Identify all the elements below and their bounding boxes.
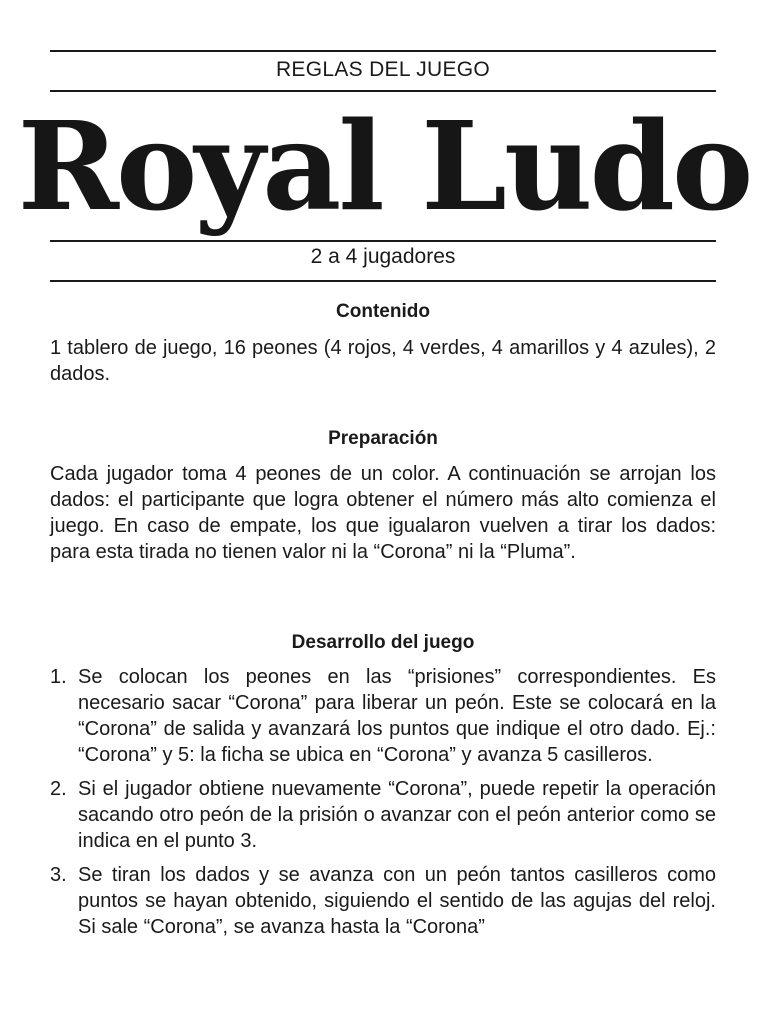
title-rule [50,240,716,242]
rule-step [50,776,716,854]
rule-step-number: 1. [50,666,67,688]
section-body-contenido: 1 tablero de juego, 16 peones (4 rojos, 4 verdes, 4 amarillos y 4 azules), 2 dados. [50,337,716,385]
rule-step-number: 2. [50,778,67,800]
rule-step-text: Si el jugador obtiene nuevamente “Corona”, puede repetir la operación sacando otro peón de la prisión o avanzar con el peón anterior como se indica en el punto 3. [78,778,716,852]
kicker-rule [50,90,716,92]
rule-step-number: 3. [50,864,67,886]
rule-step [50,862,716,940]
rules-list [50,664,716,948]
players-count: 2 a 4 jugadores [310,245,456,268]
section-title-contenido: Contenido [336,301,430,322]
section-body-preparacion: Cada jugador toma 4 peones de un color. A continuación se arrojan los dados: el participante que logra obtener el número más alto comienza el juego. En caso de empate, los que igualaron vuelven a tirar los dados: para esta tirada no tienen valor ni la “Corona” ni la “Pluma”. [50,463,716,563]
game-title: Royal Ludo [17,94,751,238]
rule-step [50,664,716,768]
rule-step-text: Se colocan los peones en las “prisiones” correspondientes. Es necesario sacar “Corona” para liberar un peón. Este se colocará en la “Corona” de salida y avanzará los puntos que indique el otro dado. Ej.: “Corona” y 5: la ficha se ubica en “Corona” y avanza 5 casilleros. [78,666,716,766]
rule-step-text: Se tiran los dados y se avanza con un peón tantos casilleros como puntos se hayan obtenido, siguiendo el sentido de las agujas del reloj. Si sale “Corona”, se avanza hasta la “Corona” [78,864,716,938]
section-title-desarrollo: Desarrollo del juego [291,632,475,653]
document-kicker: REGLAS DEL JUEGO [275,58,491,81]
section-title-preparacion: Preparación [328,428,438,449]
players-rule [50,280,716,282]
top-rule [50,50,716,52]
